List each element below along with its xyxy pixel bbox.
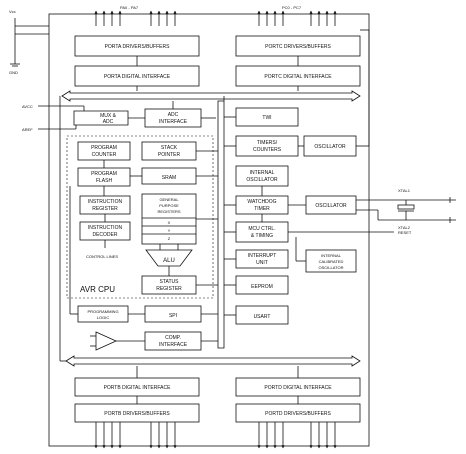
- gp-registers-label-2: PURPOSE: [159, 203, 179, 208]
- xtal1-label: XTAL1: [398, 188, 410, 193]
- timers-counters-block: [236, 136, 298, 156]
- watchdog-label-1: WATCHDOG: [247, 199, 277, 205]
- vcc-label: Vcc: [9, 9, 16, 14]
- timers-label-2: COUNTERS: [252, 147, 282, 153]
- alu-label: ALU: [163, 258, 175, 264]
- portc-pins-label: PC0 - PC7: [282, 5, 302, 10]
- portb-pin-arrows: [96, 422, 175, 448]
- power-pins: [9, 9, 49, 75]
- vertical-data-bus: [218, 101, 224, 348]
- portd-interface-label: PORTD DIGITAL INTERFACE: [264, 385, 332, 391]
- program-flash-label-1: PROGRAM: [91, 171, 117, 177]
- instruction-register-label-1: INSTRUCTION: [87, 199, 123, 205]
- adc-interface-label-1: ADC: [167, 112, 179, 118]
- instruction-decoder-label-1: INSTRUCTION: [87, 225, 123, 231]
- comp-interface-label-2: INTERFACE: [158, 342, 188, 348]
- stack-pointer-label-2: POINTER: [157, 152, 181, 158]
- gp-registers-label-3: REGISTERS: [157, 209, 181, 214]
- programming-logic-label-1: PROGRAMMING: [87, 309, 119, 314]
- portd-pin-arrows: [259, 422, 335, 448]
- sram-label: SRAM: [161, 175, 177, 181]
- portd-drivers-label: PORTD DRIVERS/BUFFERS: [265, 411, 331, 417]
- status-register-label-2: REGISTER: [156, 286, 182, 292]
- porta-interface-label: PORTA DIGITAL INTERFACE: [103, 74, 171, 80]
- program-flash-label-2: FLASH: [95, 178, 113, 184]
- portb-drivers-label: PORTB DRIVERS/BUFFERS: [104, 411, 170, 417]
- usart-label: USART: [253, 314, 271, 320]
- calibrated-osc-label-1: INTERNAL: [321, 253, 341, 258]
- spi-label: SPI: [168, 313, 178, 319]
- mcu-ctrl-label-2: & TIMING: [250, 233, 274, 239]
- porta-pins-label: PA0 - PA7: [120, 5, 139, 10]
- portc-drivers-label: PORTC DRIVERS/BUFFERS: [265, 44, 331, 50]
- portc-pin-arrows: [259, 11, 335, 26]
- program-counter-label-1: PROGRAM: [91, 145, 117, 151]
- interrupt-unit-label-1: INTERRUPT: [247, 253, 277, 259]
- timers-label-1: TIMERS/: [256, 140, 278, 146]
- internal-oscillator-block: [236, 166, 288, 186]
- adc-interface-label-2: INTERFACE: [158, 119, 188, 125]
- porta-pin-arrows: [96, 11, 175, 26]
- crystal-symbol: [356, 197, 456, 223]
- calibrated-osc-label-3: OSCILLATOR: [318, 265, 344, 270]
- bottom-data-bus: [66, 356, 360, 366]
- internal-osc-label-2: OSCILLATOR: [246, 177, 278, 183]
- comp-interface-label-1: COMP.: [165, 335, 181, 341]
- portc-interface-label: PORTC DIGITAL INTERFACE: [264, 74, 332, 80]
- mux-adc-label-2: ADC: [102, 119, 114, 125]
- watchdog-label-2: TIMER: [254, 206, 270, 212]
- eeprom-label: EEPROM: [251, 284, 273, 290]
- stack-pointer-label-1: STACK: [160, 145, 178, 151]
- twi-label: TWI: [262, 115, 272, 121]
- instruction-decoder-label-2: DECODER: [92, 232, 118, 238]
- internal-osc-label-1: INTERNAL: [249, 170, 275, 176]
- oscillator-right-label: OSCILLATOR: [315, 203, 347, 209]
- mcu-ctrl-timing-block: [236, 222, 288, 242]
- avcc-label: AVCC: [22, 104, 33, 109]
- aref-label: AREF: [22, 127, 33, 132]
- xtal2-label: XTAL2: [398, 225, 410, 230]
- avr-cpu-label: AVR CPU: [80, 285, 115, 294]
- oscillator-top-label: OSCILLATOR: [314, 144, 346, 150]
- top-data-bus: [62, 91, 360, 101]
- gp-registers-label-1: GENERAL: [159, 197, 179, 202]
- mcu-ctrl-label-1: MCU CTRL.: [248, 226, 276, 232]
- reg-x-label: X: [167, 220, 171, 225]
- portb-interface-label: PORTB DIGITAL INTERFACE: [103, 385, 171, 391]
- interrupt-unit-label-2: UNIT: [256, 260, 268, 266]
- status-register-label-1: STATUS: [159, 279, 179, 285]
- reg-y-label: Y: [167, 228, 171, 233]
- control-lines-label: CONTROL LINES: [86, 254, 119, 259]
- comparator-symbol: [96, 332, 116, 350]
- porta-drivers-label: PORTA DRIVERS/BUFFERS: [104, 44, 170, 50]
- program-counter-label-2: COUNTER: [91, 152, 117, 158]
- gnd-label: GND: [9, 70, 18, 75]
- reset-label: RESET: [398, 230, 412, 235]
- instruction-register-label-2: REGISTER: [92, 206, 118, 212]
- programming-logic-label-2: LOGIC: [96, 315, 110, 320]
- calibrated-osc-label-2: CALIBRATED: [318, 259, 344, 264]
- mux-adc-label-1: MUX &: [100, 113, 116, 119]
- reg-z-label: Z: [167, 236, 171, 241]
